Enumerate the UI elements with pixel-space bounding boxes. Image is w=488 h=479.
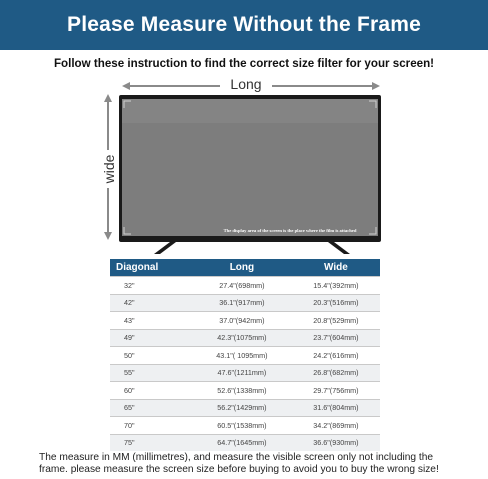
cell-long: 27.4"(698mm) bbox=[192, 277, 292, 295]
cell-wide: 15.4"(392mm) bbox=[292, 277, 380, 295]
table-row bbox=[110, 277, 380, 295]
cell-diagonal: 75" bbox=[110, 434, 192, 451]
wide-label: wide bbox=[101, 154, 117, 184]
cell-diagonal: 42" bbox=[110, 294, 192, 312]
cell-diagonal: 70" bbox=[110, 417, 192, 435]
cell-wide: 29.7"(756mm) bbox=[292, 382, 380, 400]
cell-diagonal: 49" bbox=[110, 329, 192, 347]
tv-stand-right bbox=[328, 242, 350, 254]
table-row bbox=[110, 417, 380, 435]
cell-diagonal: 32" bbox=[110, 277, 192, 295]
cell-long: 43.1"( 1095mm) bbox=[192, 347, 292, 365]
cell-diagonal: 60" bbox=[110, 382, 192, 400]
cell-diagonal: 50" bbox=[110, 347, 192, 365]
footer-line-1: The measure in MM (millimetres), and measure the visible screen only not including the bbox=[39, 452, 434, 463]
cell-long: 37.0"(942mm) bbox=[192, 312, 292, 330]
cell-wide: 20.8"(529mm) bbox=[292, 312, 380, 330]
table-row bbox=[110, 347, 380, 365]
cell-wide: 24.2"(616mm) bbox=[292, 347, 380, 365]
cell-long: 52.6"(1338mm) bbox=[192, 382, 292, 400]
cell-wide: 31.6"(804mm) bbox=[292, 399, 380, 417]
cell-long: 56.2"(1429mm) bbox=[192, 399, 292, 417]
table-row bbox=[110, 312, 380, 330]
cell-long: 42.3"(1075mm) bbox=[192, 329, 292, 347]
column-header-diagonal: Diagonal bbox=[110, 259, 192, 277]
table-row bbox=[110, 399, 380, 417]
cell-wide: 34.2"(869mm) bbox=[292, 417, 380, 435]
cell-long: 47.6"(1211mm) bbox=[192, 364, 292, 382]
table-row bbox=[110, 382, 380, 400]
column-header-long: Long bbox=[192, 259, 292, 277]
table-row bbox=[110, 434, 380, 451]
instruction-text: Follow these instruction to find the correct size filter for your screen! bbox=[53, 57, 435, 70]
column-header-wide: Wide bbox=[292, 259, 380, 277]
cell-diagonal: 55" bbox=[110, 364, 192, 382]
table-row bbox=[110, 364, 380, 382]
footer-note bbox=[39, 452, 484, 476]
footer-line-2: frame. please measure the screen size before buying to avoid you to buy the wrong size! bbox=[39, 464, 439, 475]
cell-long: 60.5"(1538mm) bbox=[192, 417, 292, 435]
table-row bbox=[110, 294, 380, 312]
page-title: Please Measure Without the Frame bbox=[67, 13, 421, 36]
table-row bbox=[110, 329, 380, 347]
tv-stand-left bbox=[154, 242, 176, 254]
screen-caption: The display area of the screen is the place where the film is attached bbox=[223, 228, 357, 233]
size-table bbox=[110, 259, 380, 451]
table-header-row bbox=[110, 259, 380, 277]
cell-diagonal: 65" bbox=[110, 399, 192, 417]
cell-long: 64.7"(1645mm) bbox=[192, 434, 292, 451]
header-banner bbox=[0, 0, 488, 50]
cell-diagonal: 43" bbox=[110, 312, 192, 330]
cell-wide: 26.8"(682mm) bbox=[292, 364, 380, 382]
cell-long: 36.1"(917mm) bbox=[192, 294, 292, 312]
cell-wide: 36.6"(930mm) bbox=[292, 434, 380, 451]
cell-wide: 20.3"(516mm) bbox=[292, 294, 380, 312]
cell-wide: 23.7"(604mm) bbox=[292, 329, 380, 347]
tv-diagram bbox=[0, 72, 488, 258]
long-label: Long bbox=[230, 76, 262, 92]
